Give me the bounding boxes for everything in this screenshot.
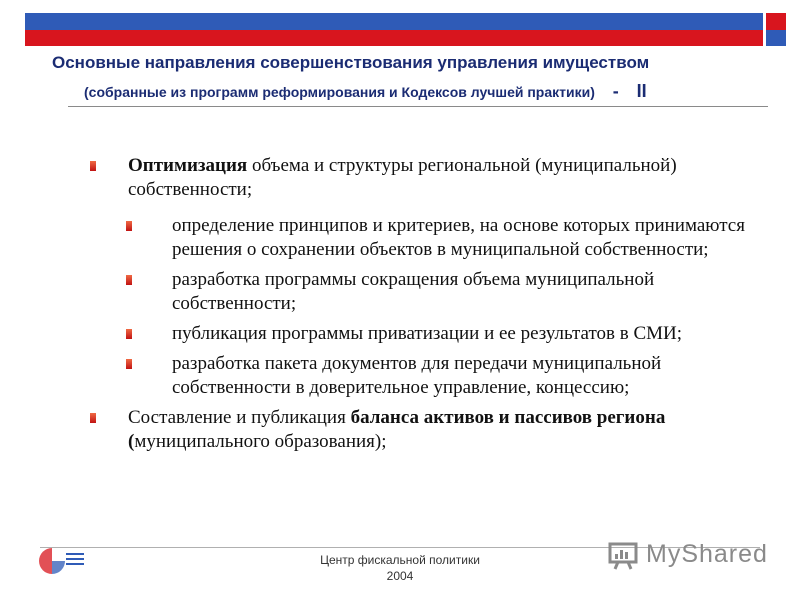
title-dash: - [612, 81, 619, 101]
title-subtitle: (собранные из программ реформирования и Кодексов лучшей практики) [84, 84, 595, 100]
sub-list-item [90, 352, 770, 400]
title-line-2 [52, 80, 772, 103]
bullet-icon [126, 275, 132, 285]
title-line-1: Основные направления совершенствования управления имуществом [52, 53, 650, 72]
org-logo-icon [38, 548, 86, 580]
footer [280, 552, 520, 584]
watermark-chart-icon [608, 540, 642, 570]
sub-item-text: разработка программы сокращения объема муниципальной собственности; [172, 269, 655, 314]
title-numeral: II [636, 81, 647, 101]
item-bold-text: Оптимизация [128, 155, 248, 176]
bullet-icon [126, 221, 132, 231]
sub-list-item [90, 268, 770, 316]
bullet-icon [126, 359, 132, 369]
item-bold-text: баланса активов и пассивов региона ( [128, 407, 666, 452]
header-blue-square [766, 30, 786, 46]
sub-list-item [90, 322, 770, 346]
list-item [90, 406, 770, 454]
bullet-list [90, 154, 770, 466]
footer-year: 2004 [386, 569, 414, 583]
header-blue-bar [25, 13, 763, 30]
watermark [608, 536, 770, 576]
bullet-icon [126, 329, 132, 339]
list-item [90, 154, 770, 202]
bullet-icon [90, 413, 96, 423]
item-text-end: муниципального образования); [134, 431, 387, 452]
item-text: Составление и публикация [128, 407, 351, 428]
sub-item-text: публикация программы приватизации и ее результатов в СМИ; [172, 323, 683, 344]
slide-title [52, 52, 772, 103]
sub-list-item [90, 214, 770, 262]
title-divider [68, 106, 768, 107]
item-text: объема и структуры региональной (муниципальной) собственности; [128, 155, 677, 200]
sub-item-text: определение принципов и критериев, на основе которых принимаются решения о сохранении объектов в муниципальной собственности; [172, 215, 745, 260]
bullet-icon [90, 161, 96, 171]
sub-item-text: разработка пакета документов для передачи муниципальной собственности в доверительное управление, концессию; [172, 353, 662, 398]
header-red-square [766, 13, 786, 30]
footer-org: Центр фискальной политики [320, 553, 480, 567]
watermark-text: MyShared [646, 540, 768, 568]
header-red-bar [25, 30, 763, 46]
